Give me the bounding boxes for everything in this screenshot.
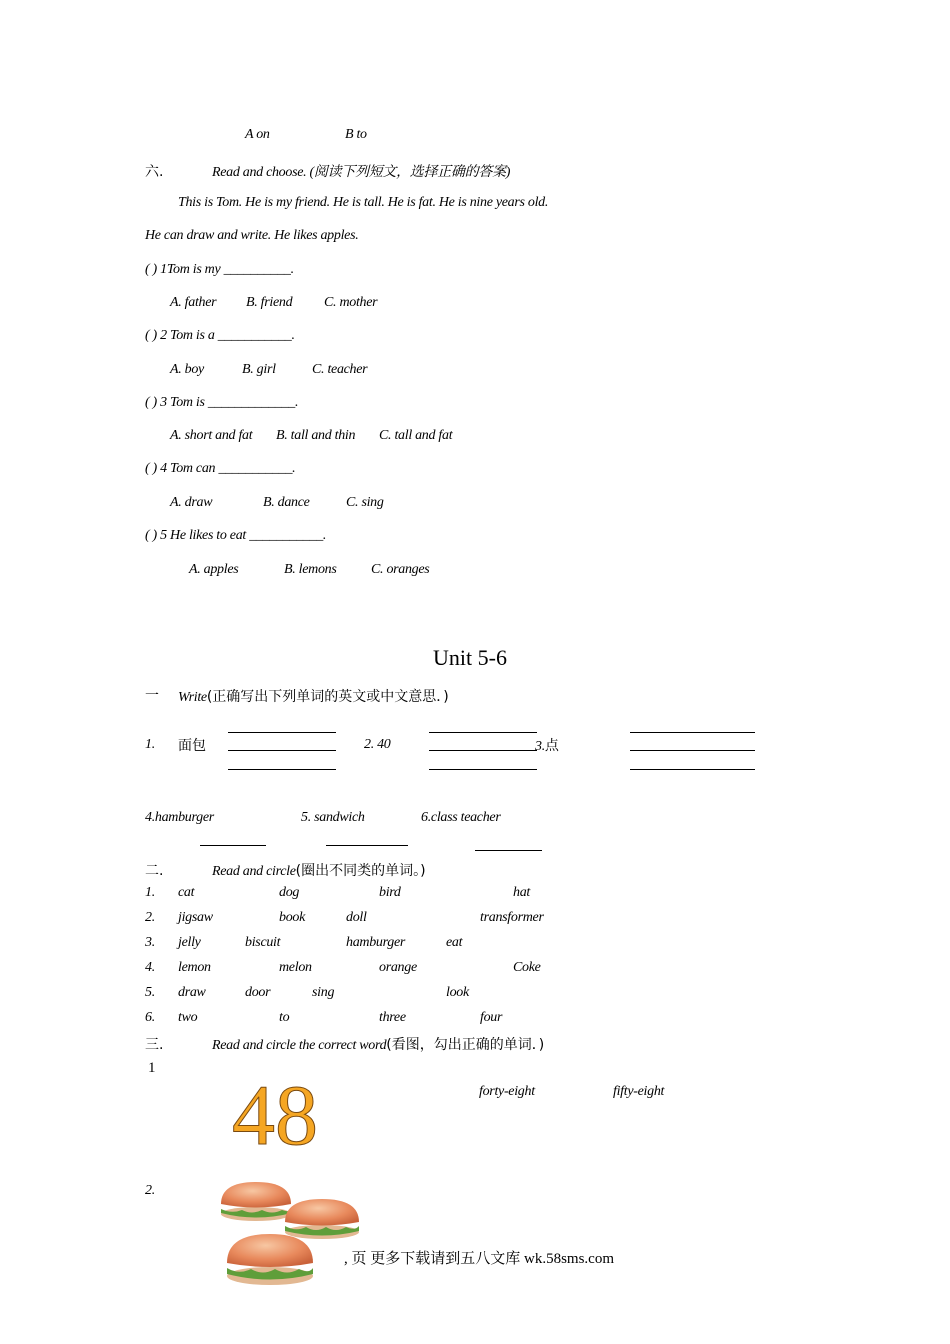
q2-option-a: A. boy [170, 362, 204, 377]
q2-option-c: C. teacher [312, 362, 368, 377]
row-number: 5. [145, 985, 155, 1000]
answer-line [429, 769, 537, 770]
part1-instruction-en: Write [178, 690, 207, 705]
q4-option-a: A. draw [170, 495, 213, 510]
answer-line [228, 732, 336, 733]
answer-line [429, 750, 537, 751]
q5-option-a: A. apples [189, 562, 239, 577]
section6-number: 六. [145, 164, 164, 180]
row-word: orange [379, 960, 417, 975]
row-word: hamburger [346, 935, 406, 950]
section6-instruction: Read and choose. (阅读下列短文，选择正确的答案) [212, 165, 511, 180]
item3-word: 点 [544, 738, 559, 754]
footer-download-note: , 页 更多下载请到五八文库 wk.58sms.com [344, 1251, 615, 1267]
q1-option-b: B. friend [246, 295, 293, 310]
q4-option-c: C. sing [346, 495, 384, 510]
question-3: ( ) 3 Tom is _____________. [145, 395, 299, 410]
answer-line [228, 769, 336, 770]
hamburgers-image [212, 1178, 372, 1296]
unit-title: Unit 5-6 [433, 645, 507, 670]
q3-option-c: C. tall and fat [379, 428, 453, 443]
q4-option-b: B. dance [263, 495, 310, 510]
row-word: look [446, 985, 469, 1000]
row-word: melon [279, 960, 312, 975]
passage-line-2: He can draw and write. He likes apples. [145, 228, 359, 243]
q1-option-a: A. father [170, 295, 217, 310]
row-word: three [379, 1010, 406, 1025]
choice-fifty-eight: fifty-eight [613, 1084, 665, 1099]
item6-label: 6.class teacher [421, 810, 501, 825]
item5-label: 5. sandwich [301, 810, 365, 825]
row-number: 6. [145, 1010, 155, 1025]
answer-line [200, 845, 266, 846]
row-number: 2. [145, 910, 155, 925]
part3-instruction-cn: (看图，勾出正确的单词．) [386, 1037, 545, 1053]
question-5: ( ) 5 He likes to eat ___________. [145, 528, 327, 543]
q5-option-b: B. lemons [284, 562, 337, 577]
row-word: jigsaw [178, 910, 213, 925]
q3-option-a: A. short and fat [170, 428, 253, 443]
item3-number: 3. [535, 739, 545, 754]
option-a-on: A on [245, 127, 270, 142]
part3-instruction [212, 1034, 544, 1054]
choice-forty-eight: forty-eight [479, 1084, 535, 1099]
answer-line [630, 750, 755, 751]
row-word: door [245, 985, 271, 1000]
q5-option-c: C. oranges [371, 562, 430, 577]
row-word: doll [346, 910, 367, 925]
answer-line [630, 769, 755, 770]
row-word: four [480, 1010, 503, 1025]
row-word: dog [279, 885, 300, 900]
row-word: to [279, 1010, 290, 1025]
q2-option-b: B. girl [242, 362, 276, 377]
q3-option-b: B. tall and thin [276, 428, 356, 443]
part2-instruction-en: Read and circle [212, 864, 296, 879]
row-number: 3. [145, 935, 155, 950]
passage-line-1: This is Tom. He is my friend. He is tall. He is fat. He is nine years old. [178, 195, 549, 210]
part2-instruction [212, 860, 426, 880]
row-word: jelly [178, 935, 201, 950]
row-word: bird [379, 885, 401, 900]
row-number: 1. [145, 885, 155, 900]
hamburger-icon [285, 1199, 359, 1239]
part1-instruction [178, 686, 449, 706]
part2-number: 二. [145, 863, 164, 879]
item4-label: 4.hamburger [145, 810, 214, 825]
question-2: ( ) 2 Tom is a ___________. [145, 328, 295, 343]
answer-line [326, 845, 408, 846]
option-b-to: B to [345, 127, 367, 142]
row-word: sing [312, 985, 335, 1000]
row-word: eat [446, 935, 463, 950]
row-word: transformer [480, 910, 544, 925]
part3-number: 三. [145, 1037, 164, 1053]
row-word: biscuit [245, 935, 281, 950]
part1-instruction-cn: (正确写出下列单词的英文或中文意思．) [206, 689, 449, 705]
row-word: Coke [513, 960, 541, 975]
item2-label: 2. 40 [364, 737, 391, 752]
number-48-image: 48 [232, 1067, 318, 1163]
q1-option-c: C. mother [324, 295, 378, 310]
question-4: ( ) 4 Tom can ___________. [145, 461, 296, 476]
item1-word: 面包 [178, 738, 206, 754]
row-word: draw [178, 985, 206, 1000]
row-word: two [178, 1010, 198, 1025]
answer-line [228, 750, 336, 751]
item2-number: 2. [145, 1183, 155, 1198]
answer-line [475, 850, 542, 851]
part1-number: 一 [145, 688, 159, 704]
part3-instruction-en: Read and circle the correct word [212, 1038, 387, 1053]
row-word: lemon [178, 960, 211, 975]
item1-number: 1. [145, 737, 155, 752]
hamburger-icon [221, 1182, 292, 1221]
row-word: hat [513, 885, 530, 900]
hamburger-icon [227, 1234, 313, 1285]
answer-line [429, 732, 537, 733]
part2-instruction-cn: (圈出不同类的单词。) [295, 863, 426, 879]
row-word: book [279, 910, 306, 925]
answer-line [630, 732, 755, 733]
row-number: 4. [145, 960, 155, 975]
item1-number: 1 [148, 1060, 156, 1076]
question-1: ( ) 1Tom is my __________. [145, 262, 294, 277]
row-word: cat [178, 885, 195, 900]
item3-label [535, 735, 559, 755]
